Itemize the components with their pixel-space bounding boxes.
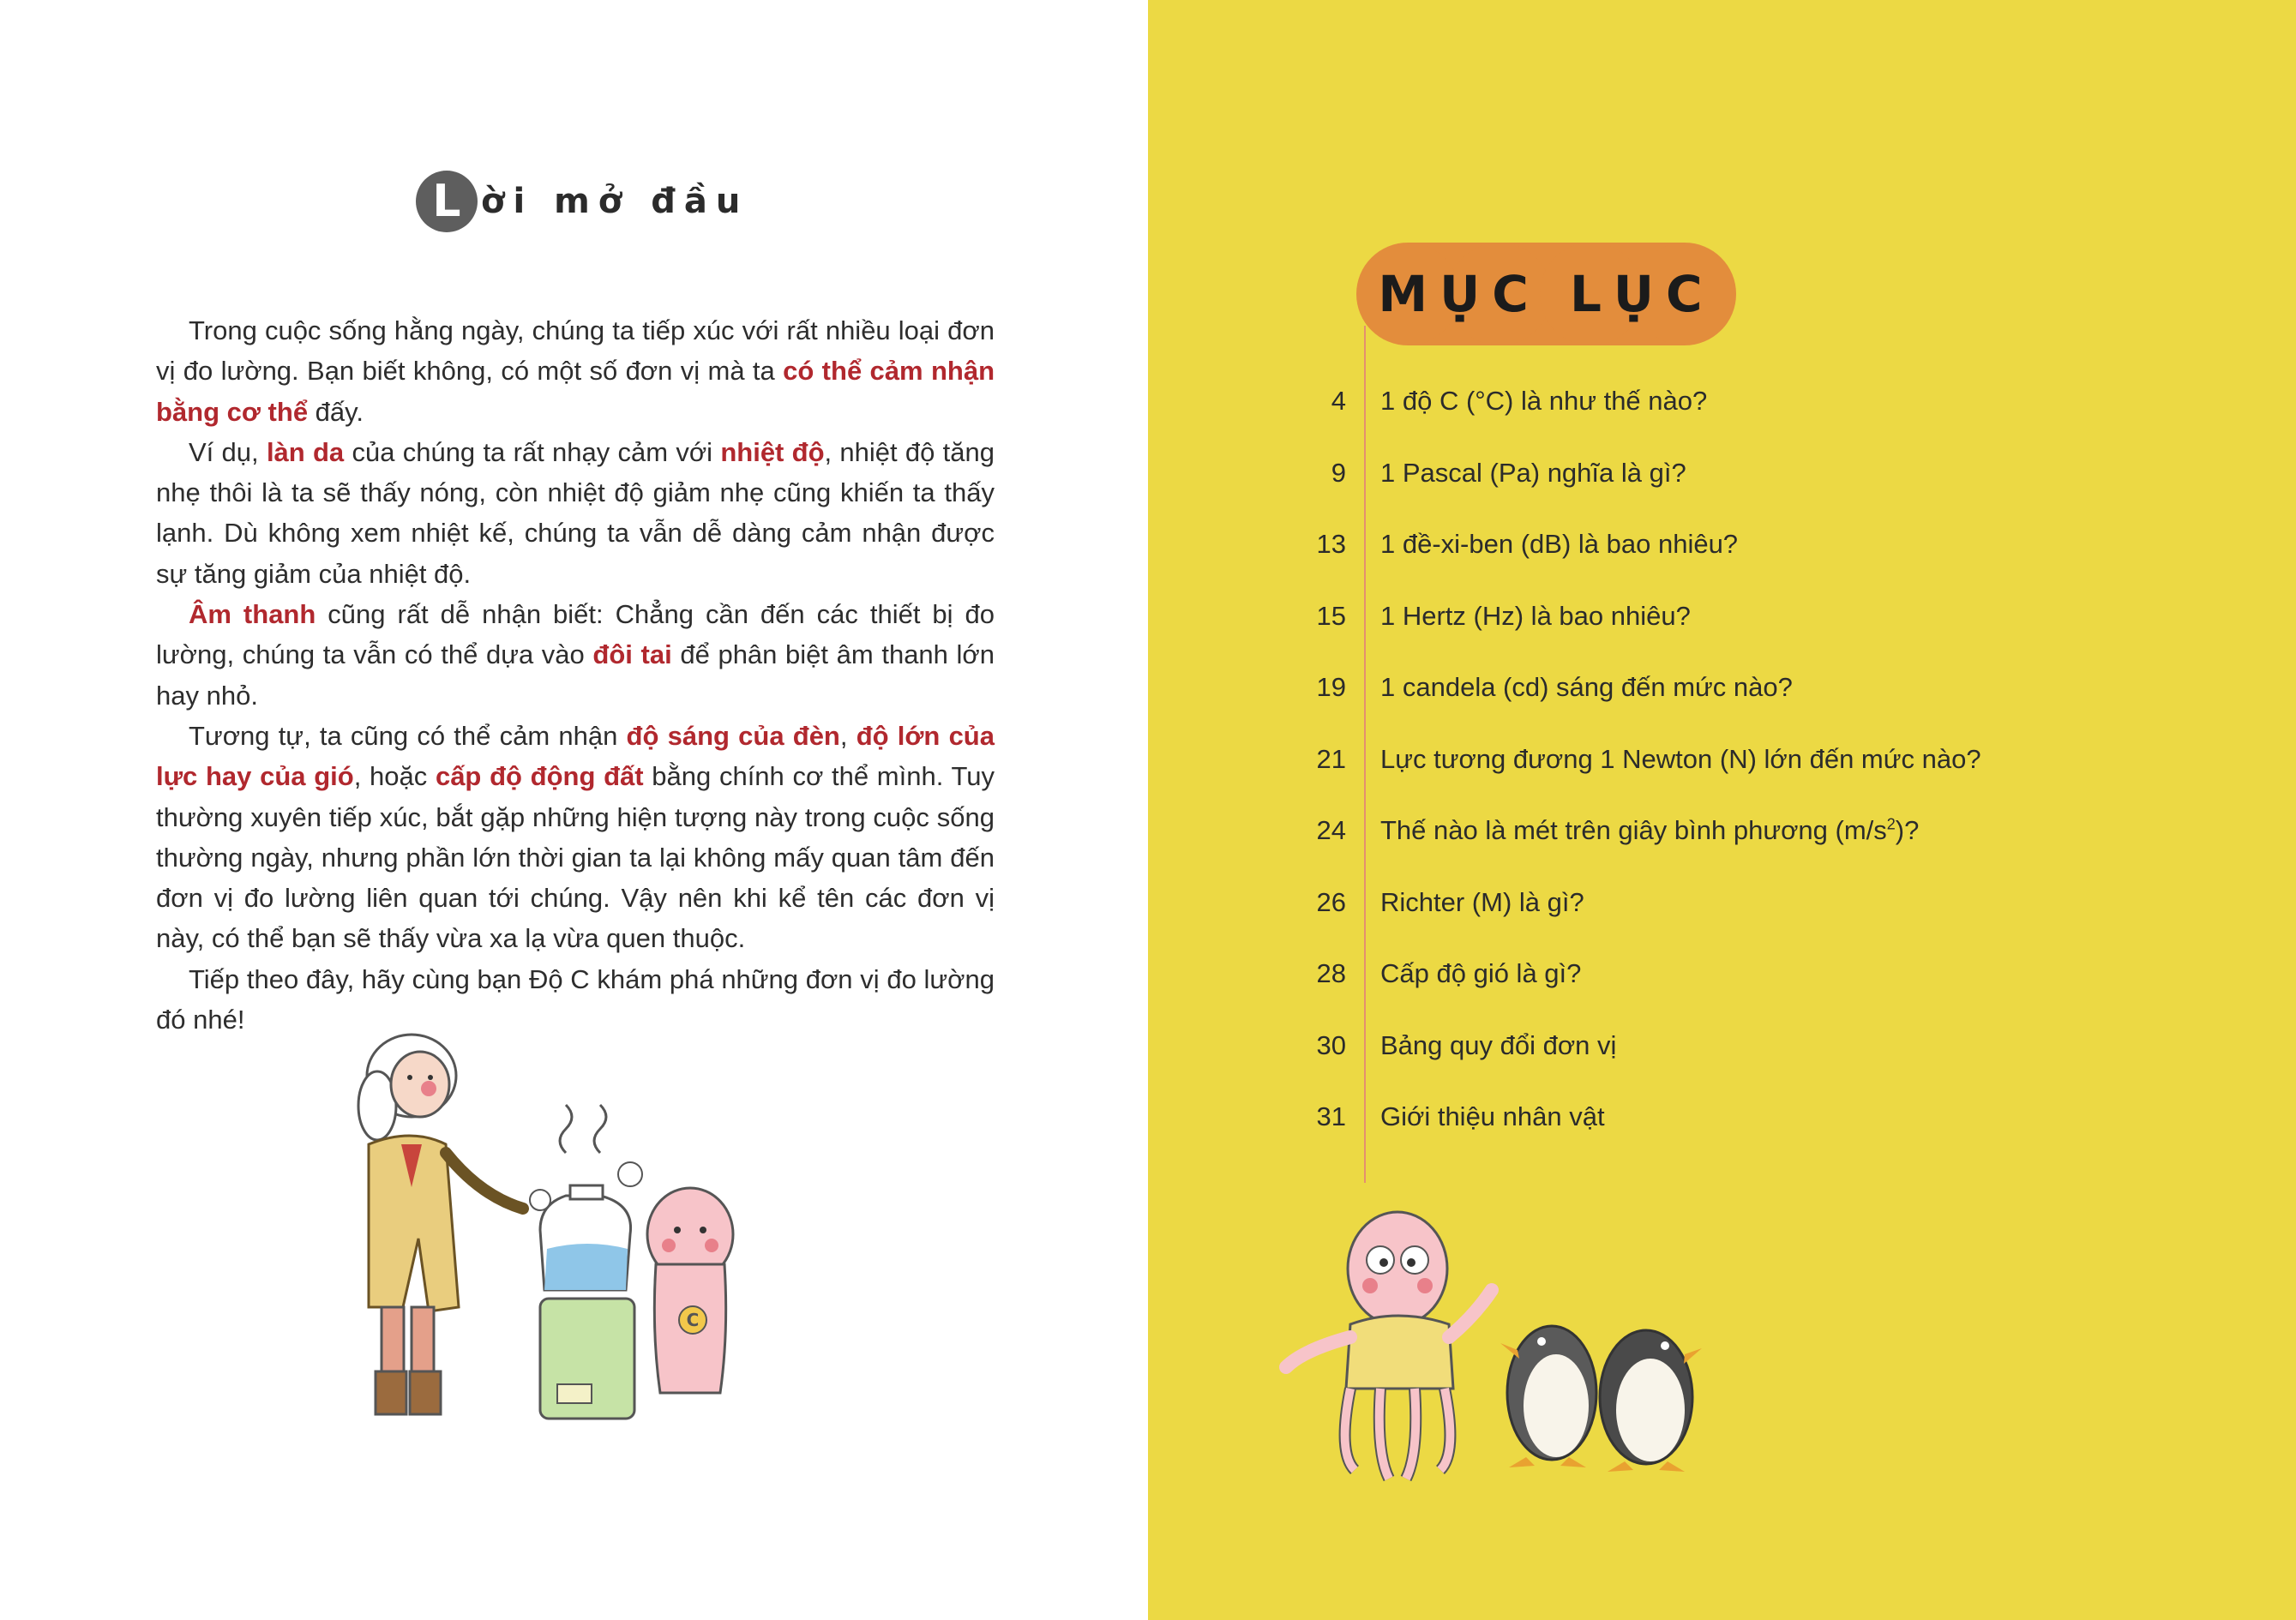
toc-item-label [1380, 1030, 1616, 1061]
toc-item[interactable] [1286, 458, 2058, 530]
toc-item[interactable] [1286, 815, 2058, 887]
toc-item[interactable] [1286, 958, 2058, 1030]
toc-page-number: 19 [1316, 672, 1346, 702]
highlight-phrase: làn da [266, 436, 345, 467]
intro-title-text: ời mở đầu [481, 182, 749, 221]
toc-item-label-text: 1 candela (cd) sáng đến mức nào? [1380, 672, 1793, 702]
penguin-two [1600, 1330, 1702, 1472]
toc-page-number: 15 [1316, 600, 1346, 631]
toc-item-label-text: Lực tương đương 1 Newton (N) lớn đến mức nào? [1380, 743, 1981, 774]
penguin-one [1500, 1326, 1596, 1467]
highlight-phrase: độ sáng của đèn [626, 720, 840, 751]
toc-item-label [1380, 887, 1584, 918]
paragraph-text: đấy. [308, 396, 364, 427]
toc-item[interactable] [1286, 386, 2058, 458]
toc-page-number: 28 [1316, 958, 1346, 988]
paragraph-text: để phân biệt âm thanh lớn hay nhỏ. [156, 639, 995, 711]
toc-item-superscript: 2 [1886, 815, 1896, 833]
toc-page-number: 30 [1316, 1029, 1346, 1060]
paragraph-text: Ví dụ, [189, 436, 267, 467]
toc-page-number: 31 [1316, 1101, 1346, 1131]
toc-item[interactable] [1286, 1101, 2058, 1173]
intro-paragraph [156, 716, 995, 959]
stove-kettle [530, 1105, 642, 1419]
toc-page-number: 24 [1316, 815, 1346, 845]
toc-item[interactable] [1286, 529, 2058, 601]
paragraph-text: , [839, 720, 856, 751]
toc-list [1286, 386, 2058, 1173]
toc-item-label-text: Bảng quy đổi đơn vị [1380, 1029, 1617, 1060]
highlight-phrase: có thể cảm nhận bằng cơ thể [156, 356, 995, 427]
highlight-phrase: nhiệt độ [720, 436, 825, 467]
toc-item[interactable] [1286, 887, 2058, 959]
mascot-in-coat [1286, 1212, 1492, 1479]
paragraph-text: bằng chính cơ thể mình. Tuy thường xuyên tiếp xúc, bắt gặp những hiện tượng này trong cuộc sống thường ngày, nhưng phần lớn thời gian ta lại không mấy quan tâm đến đơn vị đo lường liên quan tới chúng. Vậy nên khi kể tên các đơn vị này, có thể bạn sẽ thấy vừa xa lạ vừa quen thuộc. [156, 761, 995, 954]
toc-item-label [1380, 386, 1707, 417]
intro-paragraph [156, 432, 995, 594]
toc-item-label [1380, 601, 1691, 632]
mascot-penguins-illustration [1269, 1196, 1732, 1496]
intro-body [156, 310, 995, 1040]
toc-item-label-text: Thế nào là mét trên giây bình phương (m/s [1380, 815, 1887, 845]
toc-item[interactable] [1286, 672, 2058, 744]
paragraph-text: Tiếp theo đây, hãy cùng bạn Độ C khám phá những đơn vị đo lường đó nhé! [156, 963, 995, 1035]
toc-title-text: MỤC LỤC [1378, 265, 1715, 323]
highlight-phrase: đôi tai [592, 639, 672, 670]
toc-page-number: 9 [1331, 457, 1346, 488]
toc-item-label [1380, 458, 1686, 489]
paragraph-text: , nhiệt độ tăng nhẹ thôi là ta sẽ thấy nóng, còn nhiệt độ giảm nhẹ cũng khiến ta thấy lạnh. Dù không xem nhiệt kế, chúng ta vẫn dễ dàng cảm nhận được sự tăng giảm của nhiệt độ. [156, 436, 995, 589]
toc-item-label-text: 1 Pascal (Pa) nghĩa là gì? [1380, 457, 1686, 488]
toc-item-label [1380, 958, 1581, 989]
toc-page-number: 4 [1331, 386, 1346, 416]
highlight-phrase: Âm thanh [189, 599, 316, 630]
toc-title [1356, 243, 1736, 345]
intro-title-initial: L [416, 171, 478, 232]
toc-item-label-text: Giới thiệu nhân vật [1380, 1101, 1605, 1131]
toc-item-label-text: 1 độ C (°C) là như thế nào? [1380, 386, 1708, 416]
toc-item-label-suffix: )? [1895, 815, 1920, 845]
toc-item[interactable] [1286, 601, 2058, 673]
toc-page-number: 26 [1316, 886, 1346, 917]
toc-item[interactable] [1286, 744, 2058, 816]
intro-title [416, 170, 748, 233]
paragraph-text: Trong cuộc sống hằng ngày, chúng ta tiếp xúc với rất nhiều loại đơn vị đo lường. Bạn biết không, có một số đơn vị mà ta [156, 315, 995, 387]
toc-item-label [1380, 1101, 1605, 1132]
toc-item-label-text: 1 Hertz (Hz) là bao nhiêu? [1380, 600, 1691, 631]
intro-paragraph [156, 310, 995, 432]
toc-item-label [1380, 744, 1981, 775]
highlight-phrase: cấp độ động đất [435, 761, 644, 792]
pink-mascot [647, 1188, 733, 1393]
toc-item-label [1380, 529, 1738, 560]
intro-paragraph [156, 594, 995, 716]
toc-item-label-text: Richter (M) là gì? [1380, 886, 1584, 917]
toc-item-label-text: 1 đề-xi-ben (dB) là bao nhiêu? [1380, 529, 1739, 559]
mascot-badge-letter: C [686, 1310, 700, 1330]
toc-item-label [1380, 815, 1919, 846]
toc-item[interactable] [1286, 1030, 2058, 1102]
paragraph-text: cũng rất dễ nhận biết: Chẳng cần đến các thiết bị đo lường, chúng ta vẫn có thể dựa vào [156, 599, 995, 670]
toc-item-label-text: Cấp độ gió là gì? [1380, 958, 1582, 988]
scientist-mascot-illustration [309, 1024, 754, 1453]
paragraph-text: , hoặc [353, 761, 436, 792]
highlight-phrase: độ lớn của lực hay của gió [156, 720, 995, 792]
toc-page-number: 13 [1316, 529, 1346, 559]
toc-item-label [1380, 672, 1793, 703]
paragraph-text: của chúng ta rất nhạy cảm với [344, 436, 721, 467]
paragraph-text: Tương tự, ta cũng có thể cảm nhận [189, 720, 627, 751]
scientist-figure [358, 1035, 523, 1414]
toc-page-number: 21 [1316, 743, 1346, 774]
